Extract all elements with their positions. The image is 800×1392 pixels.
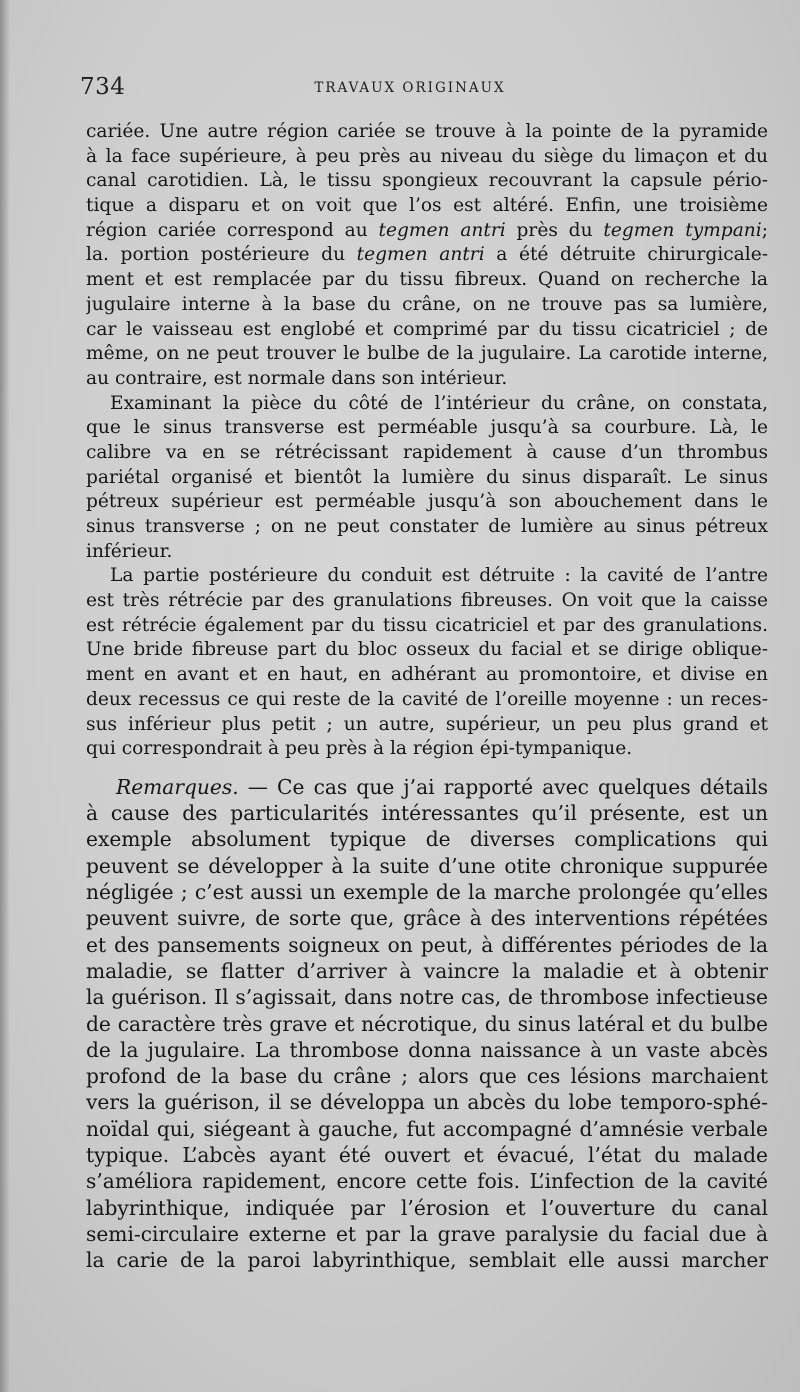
text-line: profond de la base du crâne ; alors que ces lésions marchaient (86, 1064, 768, 1089)
text-line: à la face supérieure, à peu près au niveau du siège du limaçon et du (86, 145, 768, 167)
text-line: Une bride fibreuse part du bloc osseux du facial et se dirige oblique- (86, 639, 768, 661)
text-line: sus inférieur plus petit ; un autre, supérieur, un peu plus grand et (86, 713, 768, 735)
text-line: pétreux supérieur est perméable jusqu’à son abouchement dans le (86, 491, 768, 513)
body-text (86, 120, 768, 1274)
text-line: peuvent suivre, de sorte que, grâce à des interventions répétées (86, 906, 768, 931)
text-run: — Ce cas que j’ai rapporté avec quelques détails (238, 774, 768, 799)
text-line: Examinant la pièce du côté de l’intérieur du crâne, on constata, (110, 392, 768, 414)
text-line: deux recessus ce qui reste de la cavité de l’oreille moyenne : un reces- (86, 688, 768, 710)
text-line: peuvent se développer à la suite d’une otite chronique suppurée (86, 853, 768, 878)
text-line: tique a disparu et on voit que l’os est altéré. Enfin, une troisième (86, 195, 768, 217)
text-line: car le vaisseau est englobé et comprimé par du tissu cicatriciel ; de (86, 318, 768, 340)
text-line: est rétrécie également par du tissu cicatriciel et par des granulations. (86, 614, 768, 636)
text-line: jugulaire interne à la base du crâne, on ne trouve pas sa lumière, (86, 293, 768, 315)
text-line (86, 774, 768, 800)
text-line: s’améliora rapidement, encore cette fois. L’infection de la cavité (86, 1169, 768, 1194)
text-line: typique. L’abcès ayant été ouvert et évacué, l’état du malade (86, 1143, 768, 1168)
text-line: négligée ; c’est aussi un exemple de la marche prolongée qu’elles (86, 880, 768, 905)
paragraph-3 (86, 564, 768, 762)
text-line: canal carotidien. Là, le tissu spongieux recouvrant la capsule pério- (86, 170, 768, 192)
text-line: calibre va en se rétrécissant rapidement à cause d’un thrombus (86, 441, 768, 463)
text-line: même, on ne peut trouver le bulbe de la jugulaire. La carotide interne, (86, 343, 768, 365)
section-spacer (86, 762, 768, 774)
text-run: la. portion postérieure du (86, 244, 357, 266)
paragraph-1 (86, 120, 768, 392)
text-line: exemple absolument typique de diverses complications qui (86, 827, 768, 852)
text-line: inférieur. (86, 540, 173, 562)
text-run: ; (761, 219, 768, 241)
text-line: noïdal qui, siégeant à gauche, fut accompagné d’amnésie verbale (86, 1116, 768, 1141)
text-line: la guérison. Il s’agissait, dans notre cas, de thrombose infectieuse (86, 985, 768, 1010)
text-run: près du (505, 219, 604, 241)
running-head: TRAVAUX ORIGINAUX (314, 80, 506, 96)
text-line: au contraire, est normale dans son intérieur. (86, 367, 508, 389)
text-line: cariée. Une autre région cariée se trouve à la pointe de la pyramide (86, 121, 768, 142)
text-line: que le sinus transverse est perméable jusqu’à sa courbure. Là, le (86, 417, 768, 439)
text-line: la carie de la paroi labyrinthique, semblait elle aussi marcher (86, 1248, 768, 1273)
text-line: et des pansements soigneux on peut, à différentes périodes de la (86, 932, 768, 957)
text-run: a été détruite chirurgicale- (484, 244, 768, 266)
text-line: de caractère très grave et nécrotique, du sinus latéral et du bulbe (86, 1011, 768, 1036)
page-gutter-shadow (0, 0, 10, 1392)
paragraph-2 (86, 392, 768, 565)
text-line: qui correspondrait à peu près à la région épi-tympanique. (86, 738, 633, 760)
text-line (86, 219, 768, 244)
page-number: 734 (80, 74, 126, 100)
paragraph-remarques (86, 774, 768, 1274)
text-line: ment en avant et en haut, en adhérant au promontoire, et divise en (86, 664, 768, 686)
text-line (86, 243, 768, 268)
text-line: semi-circulaire externe et par la grave paralysie du facial due à (86, 1221, 768, 1246)
italic-term: tegmen antri (378, 219, 506, 241)
italic-term: tegmen tympani (603, 219, 762, 241)
text-line: de la jugulaire. La thrombose donna naissance à un vaste abcès (86, 1037, 768, 1062)
text-line: vers la guérison, il se développa un abcès du lobe temporo-sphé- (86, 1090, 768, 1115)
text-line: pariétal organisé et bientôt la lumière du sinus disparaît. Le sinus (86, 466, 768, 488)
text-line: labyrinthique, indiquée par l’érosion et l’ouverture du canal (86, 1195, 768, 1220)
text-line: maladie, se flatter d’arriver à vaincre la maladie et à obtenir (86, 958, 768, 983)
text-line: La partie postérieure du conduit est détruite : la cavité de l’antre (110, 565, 768, 587)
text-line: sinus transverse ; on ne peut constater de lumière au sinus pétreux (86, 516, 768, 537)
text-line: ment et est remplacée par du tissu fibreux. Quand on recherche la (86, 269, 768, 291)
remarques-heading: Remarques. (116, 774, 239, 799)
text-line: est très rétrécie par des granulations fibreuses. On voit que la caisse (86, 590, 768, 612)
italic-term: tegmen antri (356, 244, 485, 266)
text-run: région cariée correspond au (86, 219, 379, 241)
text-line: à cause des particularités intéressantes qu’il présente, est un (86, 801, 768, 826)
